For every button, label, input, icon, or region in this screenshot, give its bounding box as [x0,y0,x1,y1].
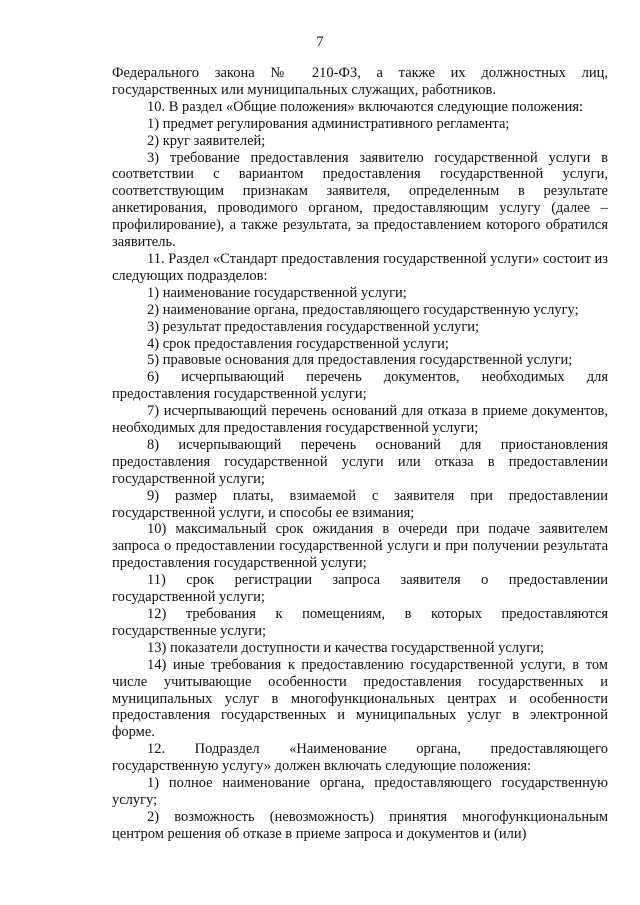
list-item: 14) иные требования к предоставлению государственной услуги, в том числе учитывающие особенности предоставления государственных и муниципальных услуг в многофункциональных центрах и особенности предоставления государственных и муниципальных услуг в электронной форме. [112,656,608,741]
list-item: 1) полное наименование органа, предоставляющего государственную услугу; [112,775,608,808]
list-item: 1) предмет регулирования административного регламента; [147,115,510,132]
list-item: 3) результат предоставления государственной услуги; [147,318,480,335]
list-item: 2) круг заявителей; [147,132,266,149]
paragraph: 12. Подраздел «Наименование органа, предоставляющего государственную услугу» должен включать следующие положения: [112,741,608,775]
list-item: 1) наименование государственной услуги; [147,284,407,301]
list-item: 9) размер платы, взимаемой с заявителя при предоставлении государственной услуги, и способы ее взимания; [112,487,608,521]
list-item: 11) срок регистрации запроса заявителя о предоставлении государственной услуги; [112,572,608,606]
paragraph: 10. В раздел «Общие положения» включаются следующие положения: [147,98,584,115]
paragraph: Федерального закона № 210-ФЗ, а также их должностных лиц, государственных или муниципальных служащих, работников. [112,65,608,98]
list-item: 8) исчерпывающий перечень оснований для приостановления предоставления государственной услуги или отказа в предоставлении государственной услуги; [112,436,608,487]
list-item: 5) правовые основания для предоставления государственной услуги; [147,352,573,369]
paragraph: 11. Раздел «Стандарт предоставления государственной услуги» состоит из следующих подразделов: [112,250,608,284]
page-number: 7 [316,34,324,50]
document-body [112,65,608,843]
list-item: 12) требования к помещениям, в которых предоставляются государственные услуги; [112,606,608,639]
list-item: 2) возможность (невозможность) принятия многофункциональным центром решения об отказе в приеме запроса и документов и (или) [112,808,608,842]
list-item: 6) исчерпывающий перечень документов, необходимых для предоставления государственной услуги; [112,369,608,403]
list-item: 2) наименование органа, предоставляющего государственную услугу; [147,301,579,318]
list-item: 3) требование предоставления заявителю государственной услуги в соответствии с вариантом предоставления государственной услуги, соответствующим признакам заявителя, определенным в результате анкетирования, проводимого органом, предоставляющим услугу (далее – профилирование), а также результата, за предоставлением которого обратился заявитель. [112,149,608,251]
list-item: 4) срок предоставления государственной услуги; [147,335,449,352]
list-item: 13) показатели доступности и качества государственной услуги; [147,639,545,656]
list-item: 7) исчерпывающий перечень оснований для отказа в приеме документов, необходимых для предоставления государственной услуги; [112,403,608,437]
list-item: 10) максимальный срок ожидания в очереди при подаче заявителем запроса о предоставлении государственной услуги и при получении результата предоставления государственной услуги; [112,521,608,572]
